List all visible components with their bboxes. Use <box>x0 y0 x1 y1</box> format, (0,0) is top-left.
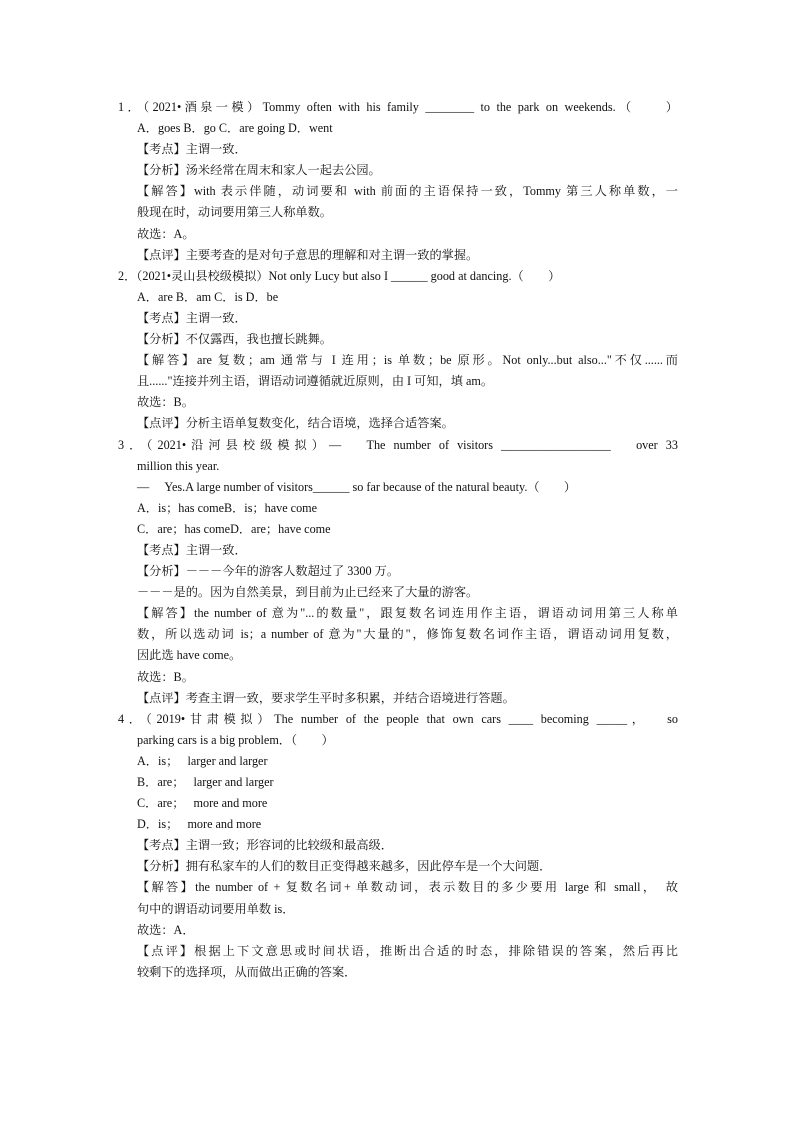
comment: 【点评】分析主语单复数变化，结合语境，选择合适答案。 <box>137 416 454 431</box>
question-stem: 3．（2021•沿河县校级模拟）— The number of visitors __________________ over 33 <box>118 437 678 452</box>
answer-option-b: B．are； larger and larger <box>137 775 274 789</box>
analysis: 【分析】汤米经常在周末和家人一起去公园。 <box>137 163 381 178</box>
question-stem: 4．（2019•甘肃模拟）The number of the people that own cars ____ becoming _____， so <box>118 711 678 726</box>
answer-options: A．is；has comeB．is；have come <box>137 500 318 515</box>
solution-continued: 数，所以选动词 is；a number of 意为"大量的"，修饰复数名词作主语，谓语动词用复数， <box>137 627 678 642</box>
question-1 <box>118 97 678 266</box>
answer-option-d: D．is； more and more <box>137 817 262 832</box>
analysis: 【分析】－－－今年的游客人数超过了 3300 万。 <box>137 564 400 579</box>
solution-continued: 般现在时，动词要用第三人称单数。 <box>137 205 332 220</box>
final-answer: 故选：B。 <box>137 669 194 684</box>
comment: 【点评】根据上下文意思或时间状语，推断出合适的时态，排除错误的答案，然后再比 <box>137 943 678 958</box>
question-4 <box>118 709 678 983</box>
knowledge-point: 【考点】主谓一致． <box>137 142 247 157</box>
question-2 <box>118 266 678 435</box>
question-3 <box>118 435 678 709</box>
analysis: 【分析】拥有私家车的人们的数目正变得越来越多，因此停车是一个大问题． <box>137 859 552 874</box>
comment: 【点评】考查主谓一致，要求学生平时多积累，并结合语境进行答题。 <box>137 690 515 705</box>
knowledge-point: 【考点】主谓一致． <box>137 310 247 325</box>
solution-continued: 且......"连接并列主语，谓语动词遵循就近原则，由 I 可知，填 am。 <box>137 374 494 389</box>
analysis-continued: －－－是的。因为自然美景，到目前为止已经来了大量的游客。 <box>137 585 479 600</box>
answer-option-a: A．is； larger and larger <box>137 753 268 768</box>
answer-options: A．goes B．go C．are going D．went <box>137 121 333 136</box>
comment: 【点评】主要考查的是对句子意思的理解和对主谓一致的掌握。 <box>137 247 479 262</box>
final-answer: 故选：B。 <box>137 395 194 410</box>
answer-option-c: C．are； more and more <box>137 796 268 811</box>
question-stem: 2．（2021•灵山县校级模拟）Not only Lucy but also I ______ good at dancing.（ ） <box>118 268 561 283</box>
solution: 【解答】the number of 意为"...的数量"，跟复数名词连用作主语，谓语动词用第三人称单 <box>137 606 678 621</box>
knowledge-point: 【考点】主谓一致；形容词的比较级和最高级． <box>137 838 393 853</box>
document-page <box>118 97 678 983</box>
question-stem-continued: parking cars is a big problem．（ ） <box>137 732 334 747</box>
solution: 【解答】are 复数；am 通常与 I 连用；is 单数；be 原形。Not only...but also..."不仅......而 <box>137 353 678 368</box>
question-stem: 1．（2021•酒泉一模）Tommy often with his family ________ to the park on weekends.（ ） <box>118 100 678 114</box>
solution: 【解答】with 表示伴随，动词要和 with 前面的主语保持一致，Tommy 第三人称单数，一 <box>137 184 678 199</box>
answer-options-continued: C．are；has comeD．are；have come <box>137 521 331 536</box>
final-answer: 故选：A。 <box>137 226 195 241</box>
analysis: 【分析】不仅露西，我也擅长跳舞。 <box>137 332 332 347</box>
final-answer: 故选：A． <box>137 922 195 937</box>
solution: 【解答】the number of + 复数名词+ 单数动词，表示数目的多少要用 large 和 small， 故 <box>137 880 678 895</box>
question-dialogue: — Yes.A large number of visitors______ so far because of the natural beauty.（ ） <box>137 479 577 494</box>
comment-continued: 较剩下的选择项，从而做出正确的答案． <box>137 964 357 979</box>
solution-continued: 句中的谓语动词要用单数 is． <box>137 901 295 916</box>
answer-options: A．are B．am C．is D．be <box>137 289 279 304</box>
question-stem-continued: million this year. <box>137 458 220 473</box>
solution-continued: 因此选 have come。 <box>137 648 242 663</box>
knowledge-point: 【考点】主谓一致． <box>137 542 247 557</box>
